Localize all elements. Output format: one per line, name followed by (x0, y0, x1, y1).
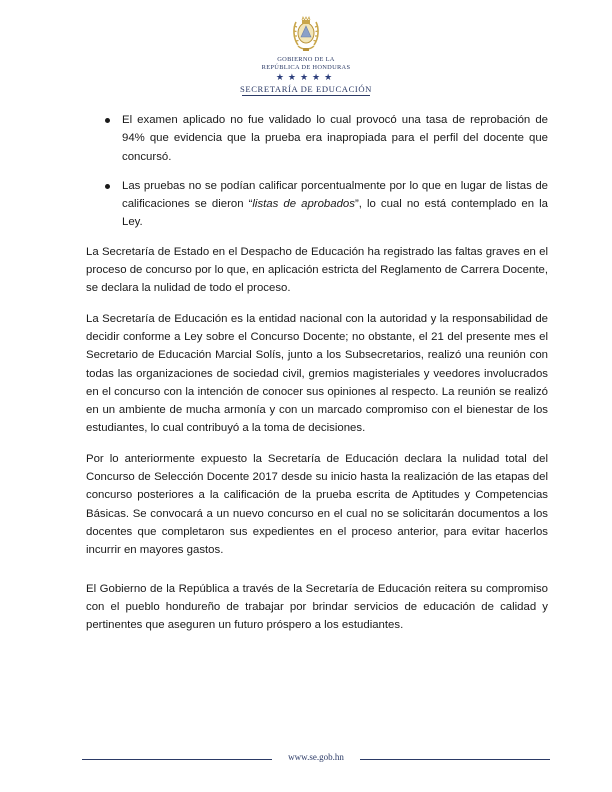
bullet-list (86, 111, 548, 232)
letterhead (0, 12, 612, 96)
stars-icon: ★★★★★ (275, 72, 337, 82)
list-item (86, 177, 548, 232)
government-name-line-2: REPÚBLICA DE HONDURAS (261, 63, 351, 71)
government-name-line-1: GOBIERNO DE LA (277, 56, 335, 63)
paragraph: La Secretaría de Educación es la entidad nacional con la autoridad y la responsabilidad de decidir conforme a Ley sobre el Concurso Docente; no obstante, el 21 del presente mes el Secretario de Educación Marcial Solís, junto a los Subsecretarios, realizó una reunión con todas las organizaciones de sociedad civil, gremios magisteriales y veedores involucrados en el concurso con la intención de conocer sus opiniones al respecto. La reunión se realizó en un ambiente de mucha armonía y con un marcado compromiso con el bienestar de los estudiantes, lo cual contribuyó a la toma de decisiones. (86, 312, 548, 435)
footer-divider-right (360, 759, 550, 760)
page-footer (0, 752, 612, 766)
bullet-dot (105, 118, 110, 123)
paragraph: La Secretaría de Estado en el Despacho de Educación ha registrado las faltas graves en el proceso de concurso por lo que, en aplicación estricta del Reglamento de Carrera Docente, se declara la nulidad de todo el proceso. (86, 245, 548, 295)
footer-website-url: www.se.gob.hn (288, 752, 344, 762)
footer-divider-left (82, 759, 272, 760)
list-item (86, 111, 548, 166)
bullet-text-start: Las pruebas no se podían calificar porcentualmente por lo que en lugar de listas de calificaciones se dieron “ (122, 179, 548, 211)
honduras-coat-of-arms-icon (284, 12, 328, 56)
ministry-name: SECRETARÍA DE EDUCACIÓN (240, 84, 372, 94)
document-body (86, 111, 548, 646)
bullet-text: El examen aplicado no fue validado lo cual provocó una tasa de reprobación de 94% que evidencia que la prueba era inapropiada para el perfil del docente que concursó. (122, 114, 548, 163)
header-divider (242, 95, 370, 96)
paragraph: Por lo anteriormente expuesto la Secretaría de Educación declara la nulidad total del Concurso de Selección Docente 2017 desde su inicio hasta la realización de las etapas del concurso posteriores a la calificación de la prueba escrita de Aptitudes y Competencias Básicas. Se convocará a un nuevo concurso en el cual no se solicitarán documentos a los docentes que completaron sus expedientes en el proceso anterior, para evitar hacerlos incurrir en mayores gastos. (86, 452, 548, 557)
paragraph: El Gobierno de la República a través de la Secretaría de Educación reitera su compromiso con el pueblo hondureño de trabajar por brindar servicios de educación de calidad y pertinentes que aseguren un futuro próspero a los estudiantes. (86, 582, 548, 632)
bullet-text-end: ”, lo cual no está contemplado en la Ley. (122, 198, 548, 229)
bullet-text-italic: listas de aprobados (252, 198, 355, 211)
bullet-dot (105, 184, 110, 189)
